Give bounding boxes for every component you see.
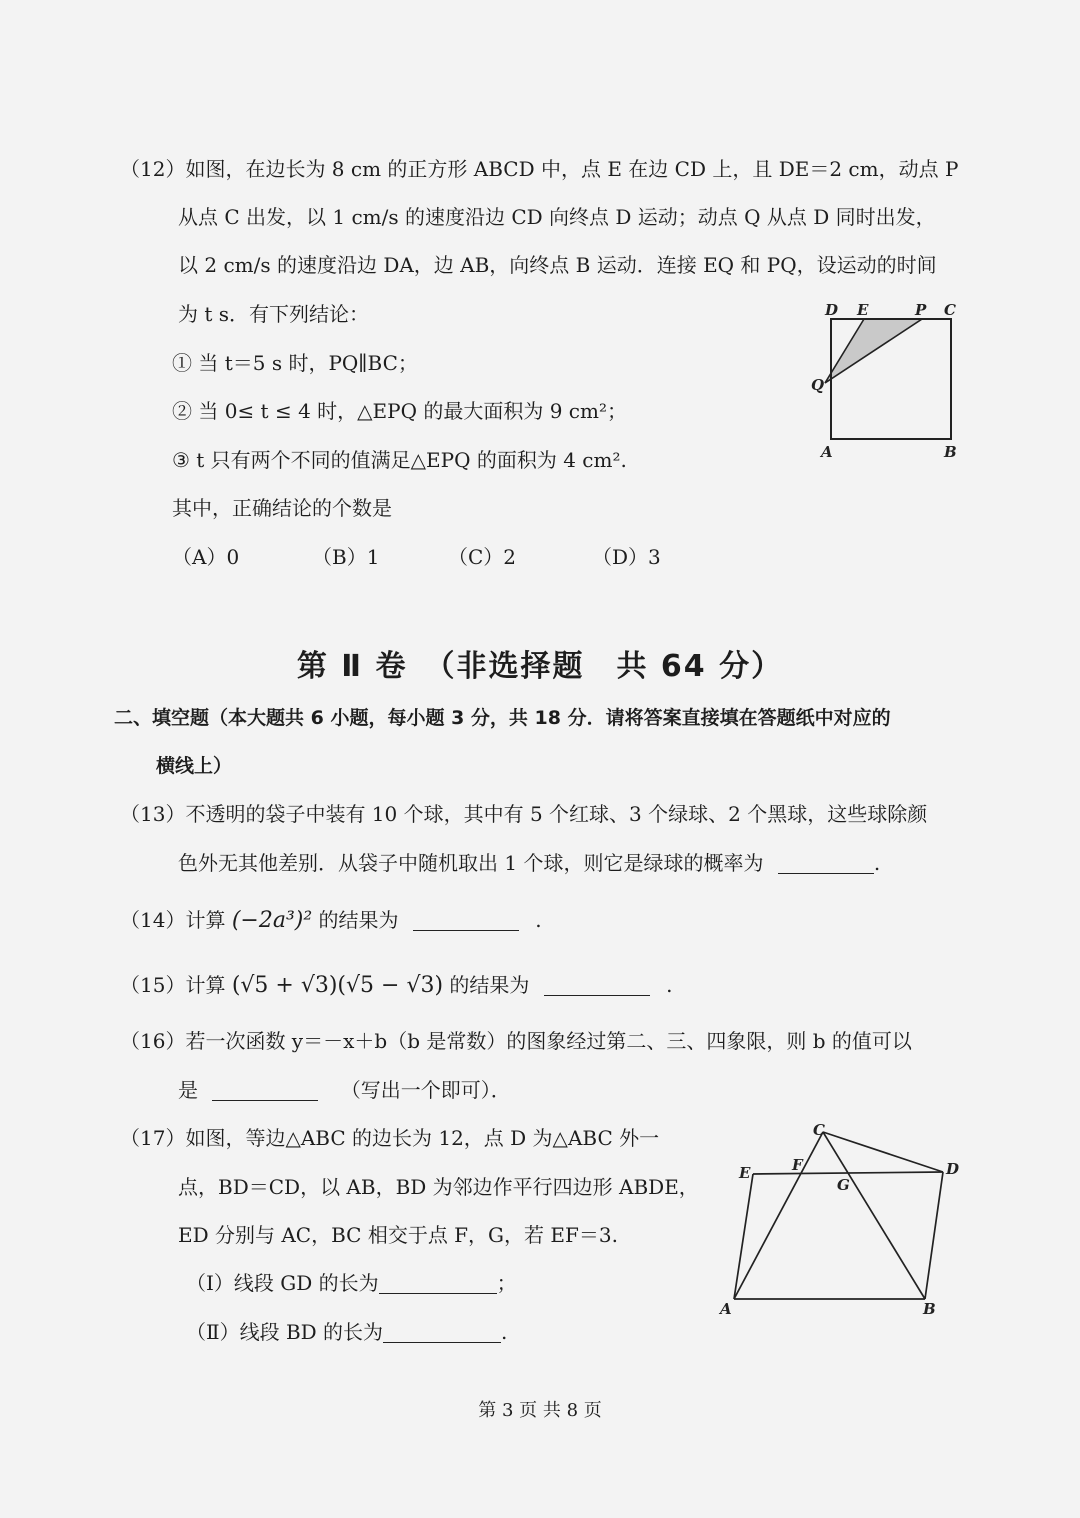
q15-answer-blank[interactable] [544,975,650,996]
q16-number: （16） [120,1029,186,1053]
label-f: F [792,1156,803,1174]
q15-number: （15） [120,973,186,997]
q13-text-line1: 不透明的袋子中装有 10 个球，其中有 5 个红球、3 个绿球、2 个黑球，这些球除颜 [185,802,928,826]
label-q: Q [811,376,825,394]
q13-number: （13） [120,802,186,826]
q16-line2 [178,1077,511,1103]
q15-pre: 计算 [185,973,226,997]
q12-number: （12） [120,157,186,181]
q14-answer-blank[interactable] [413,910,519,931]
q15-expression: (√5 + √3)(√5 − √3) [231,973,444,998]
label-b: B [923,1300,936,1318]
q12-option-d[interactable]: （D）3 [592,545,661,569]
q14-expression: (−2a³)² [231,908,313,933]
q16-text-line2b: （写出一个即可）． [340,1078,511,1102]
q12-option-a[interactable]: （A）0 [172,545,240,569]
label-a: A [821,443,833,461]
label-a: A [720,1300,732,1318]
q15-line [120,972,672,999]
q14-end: . [535,908,542,932]
label-c: C [944,301,956,319]
edge-bc [823,1132,925,1299]
q12-conclusion-2: ② 当 0≤ t ≤ 4 时，△EPQ 的最大面积为 9 cm²； [172,399,627,423]
q13-text-line2: 色外无其他差别．从袋子中随机取出 1 个球，则它是绿球的概率为 [178,851,764,875]
q17-sub1 [186,1270,517,1296]
q13-line1 [120,801,927,827]
q15-post: 的结果为 [449,973,530,997]
edge-ed [753,1172,943,1174]
q17-line1 [120,1125,659,1151]
label-c: C [813,1121,825,1139]
q17-text-line1: 如图，等边△ABC 的边长为 12，点 D 为△ABC 外一 [185,1126,660,1150]
q17-sub2-end: . [501,1320,508,1344]
q17-sub2-text: （Ⅱ）线段 BD 的长为 [186,1320,384,1344]
label-d: D [825,301,839,319]
label-p: P [915,301,927,319]
q12-text-line4: 为 t s．有下列结论： [178,302,370,326]
q17-bd-answer-blank[interactable] [383,1322,501,1343]
q14-line [120,907,542,934]
q16-line1 [120,1028,912,1054]
q17-text-line2: 点，BD＝CD，以 AB，BD 为邻边作平行四边形 ABDE， [178,1175,699,1199]
q14-number: （14） [120,908,186,932]
q13-answer-blank[interactable] [778,853,874,874]
edge-cd [823,1132,943,1172]
q14-post: 的结果为 [318,908,399,932]
q13-end: . [873,851,881,875]
triangle-epq-shaded [825,319,922,383]
label-g: G [837,1176,850,1194]
q17-sub1-text: （Ⅰ）线段 GD 的长为 [186,1271,379,1295]
q16-text-line2a: 是 [178,1078,198,1102]
q12-text-line3: 以 2 cm/s 的速度沿边 DA，边 AB，向终点 B 运动．连接 EQ 和 PQ，设运动的时间 [178,253,937,277]
fill-blank-header-line2: 横线上） [156,755,233,777]
q12-line1 [120,156,958,182]
q12-text-line2: 从点 C 出发，以 1 cm/s 的速度沿边 CD 向终点 D 运动；动点 Q 从点 D 同时出发， [178,205,936,229]
q17-gd-answer-blank[interactable] [379,1273,497,1294]
q12-square-figure [805,295,975,465]
q17-number: （17） [120,1126,186,1150]
q13-line2 [178,850,880,876]
edge-bd [925,1172,943,1299]
q12-conclusion-1: ① 当 t＝5 s 时，PQ∥BC； [172,351,418,375]
section-2-title: 第 Ⅱ 卷 （非选择题 共 64 分） [296,649,784,684]
q12-text-line1: 如图，在边长为 8 cm 的正方形 ABCD 中，点 E 在边 CD 上，且 DE＝2 cm，动点 P [185,157,959,181]
q16-text-line1: 若一次函数 y＝－x＋b（b 是常数）的图象经过第二、三、四象限，则 b 的值可以 [185,1029,912,1053]
page-footer: 第 3 页 共 8 页 [478,1400,602,1421]
q14-pre: 计算 [185,908,226,932]
label-e: E [857,301,869,319]
q15-end: . [666,973,673,997]
q12-option-b[interactable]: （B）1 [312,545,380,569]
q17-text-line3: ED 分别与 AC，BC 相交于点 F，G，若 EF＝3. [178,1223,618,1247]
q12-question: 其中，正确结论的个数是 [172,496,392,520]
q17-sub1-end: ； [496,1271,517,1295]
q16-answer-blank[interactable] [212,1080,318,1101]
q12-option-c[interactable]: （C）2 [448,545,517,569]
label-e: E [739,1164,751,1182]
q12-conclusion-3: ③ t 只有两个不同的值满足△EPQ 的面积为 4 cm². [172,448,627,472]
q17-sub2 [186,1319,507,1345]
fill-blank-header-line1: 二、填空题（本大题共 6 小题，每小题 3 分，共 18 分．请将答案直接填在答题纸中对应的 [114,707,891,729]
label-d: D [946,1160,960,1178]
label-b: B [944,443,957,461]
q17-parallelogram-figure [715,1118,970,1318]
